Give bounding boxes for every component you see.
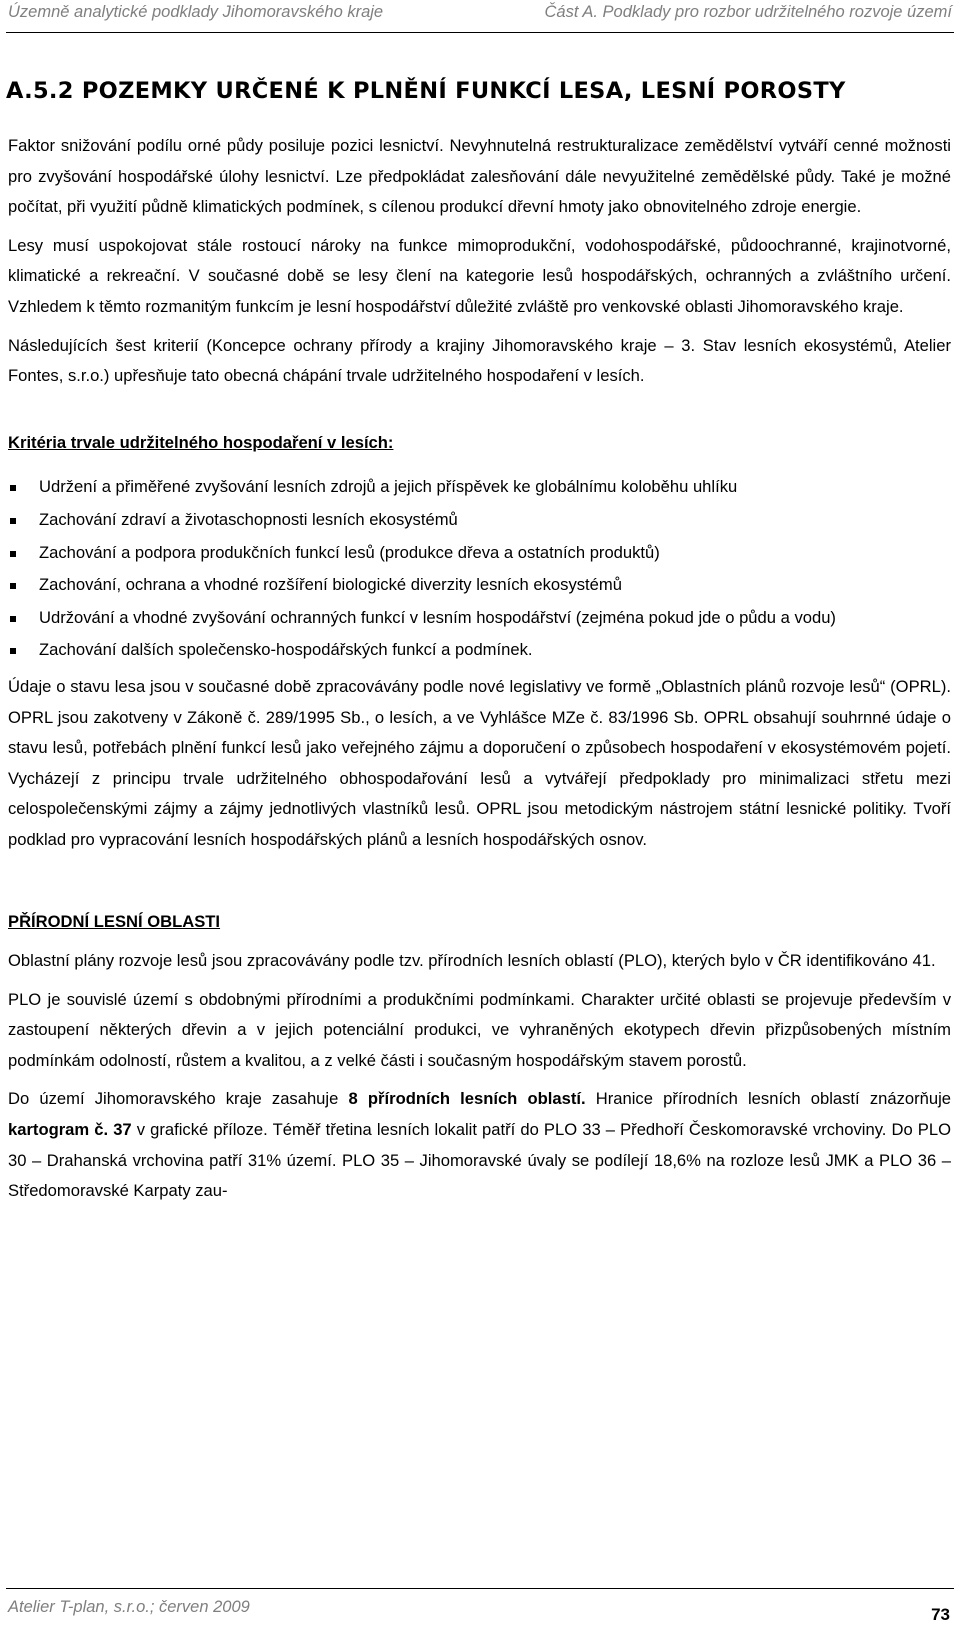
intro-paragraph-2: Lesy musí uspokojovat stále rostoucí nároky na funkce mimoprodukční, vodohospodářské, půdoochranné, krajinotvorné, klimatické a rekreační. V současné době se lesy člení na kategorie lesů hospodářských, ochranných a zvláštního určení. Vzhledem k těmto rozmanitým funkcím je lesní hospodářství důležité zvláště pro venkovské oblasti Jihomoravského kraje. <box>8 235 951 316</box>
header-left-text: Územně analytické podklady Jihomoravského kraje <box>8 3 384 21</box>
plo-heading: PŘÍRODNÍ LESNÍ OBLASTI <box>8 912 221 932</box>
plo-p3-text: Hranice přírodních lesních oblastí znázorňuje <box>585 1089 951 1109</box>
criteria-item-text: Udržení a přiměřené zvyšování lesních zdrojů a jejich příspěvek ke globálnímu koloběhu uhlíku <box>39 477 738 497</box>
page-number: 73 <box>931 1605 950 1624</box>
plo-count-emphasis: 8 přírodních lesních oblastí. <box>348 1089 586 1109</box>
page-header <box>8 3 952 22</box>
header-divider <box>6 32 954 33</box>
square-bullet-icon <box>10 583 16 589</box>
plo-p3-text: v grafické příloze. Téměř třetina lesních lokalit patří do PLO 33 – Předhoří Českomoravské vrchoviny. Do PLO 30 – Drahanská vrchovina patří 31% území. PLO 35 – Jihomoravské úvaly se podílejí 18,6% na rozloze lesů JMK a PLO 36 – Středomoravské Karpaty zau- <box>8 1120 951 1201</box>
plo-paragraph-2: PLO je souvislé území s obdobnými přírodními a produkčními podmínkami. Charakter určité oblasti se projevuje především v zastoupení některých dřevin a v jejich potenciální produkci, ve vyhraněných ekotypech dřevin přizpůsobených místním podmínkám odolností, růstem a kvalitou, a z velké části i současným hospodářským stavem porostů. <box>8 989 951 1070</box>
oprl-paragraph: Údaje o stavu lesa jsou v současné době zpracovávány podle nové legislativy ve formě „Oblastních plánů rozvoje lesů“ (OPRL). OPRL jsou zakotveny v Zákoně č. 289/1995 Sb., o lesích, a ve Vyhlášce MZe č. 83/1996 Sb. OPRL obsahují souhrnné údaje o stavu lesů, potřebách plnění funkcí lesů jako veřejného zájmu a doporučení o způsobech hospodaření v ekosystémovém pojetí. Vycházejí z principu trvale udržitelného obhospodařování lesů a vytvářejí předpoklady pro minimalizaci střetu mezi celospolečenskými zájmy a zájmy jednotlivých vlastníků lesů. OPRL jsou metodickým nástrojem státní lesnické politiky. Tvoří podklad pro vypracování lesních hospodářských plánů a lesních hospodářských osnov. <box>8 676 951 849</box>
square-bullet-icon <box>10 485 16 491</box>
criteria-item-text: Zachování zdraví a životaschopnosti lesních ekosystémů <box>39 509 458 529</box>
section-title: A.5.2 POZEMKY URČENÉ K PLNĚNÍ FUNKCÍ LESA, LESNÍ POROSTY <box>6 78 846 104</box>
square-bullet-icon <box>10 648 16 654</box>
list-item <box>8 538 951 569</box>
criteria-item-text: Zachování a podpora produkčních funkcí lesů (produkce dřeva a ostatních produktů) <box>39 542 660 562</box>
document-body <box>8 131 951 1207</box>
plo-paragraph-3 <box>8 1084 951 1206</box>
list-item <box>8 635 951 666</box>
list-item <box>8 570 951 601</box>
square-bullet-icon <box>10 518 16 524</box>
footer-divider <box>6 1588 954 1589</box>
plo-paragraph-1: Oblastní plány rozvoje lesů jsou zpracovávány podle tzv. přírodních lesních oblastí (PLO), kterých bylo v ČR identifikováno 41. <box>8 951 936 971</box>
list-item <box>8 603 951 634</box>
header-right-text: Část A. Podklady pro rozbor udržitelného rozvoje území <box>544 3 952 21</box>
criteria-item-text: Zachování, ochrana a vhodné rozšíření biologické diverzity lesních ekosystémů <box>39 575 622 595</box>
criteria-item-text: Udržování a vhodné zvyšování ochranných funkcí v lesním hospodářství (zejména pokud jde o půdu a vodu) <box>39 607 836 627</box>
footer-text: Atelier T-plan, s.r.o.; červen 2009 <box>8 1598 250 1616</box>
kartogram-reference: kartogram č. 37 <box>8 1120 132 1140</box>
criteria-heading: Kritéria trvale udržitelného hospodaření v lesích: <box>8 432 394 452</box>
plo-p3-text: Do území Jihomoravského kraje zasahuje <box>8 1089 349 1109</box>
criteria-item-text: Zachování dalších společensko-hospodářských funkcí a podmínek. <box>39 640 533 660</box>
intro-paragraph-1: Faktor snižování podílu orné půdy posiluje pozici lesnictví. Nevyhnutelná restrukturalizace zemědělství vytváří cenné možnosti pro zvyšování hospodářské úlohy lesnictví. Lze předpokládat zalesňování dále nevyužitelné zemědělské půdy. Také je možné počítat, při využití půdně klimatických podmínek, s cílenou produkcí dřevní hmoty jako obnovitelného zdroje energie. <box>8 136 951 217</box>
list-item <box>8 505 951 536</box>
square-bullet-icon <box>10 616 16 622</box>
square-bullet-icon <box>10 551 16 557</box>
list-item <box>8 472 951 503</box>
intro-paragraph-3: Následujících šest kriterií (Koncepce ochrany přírody a krajiny Jihomoravského kraje – 3. Stav lesních ekosystémů, Atelier Fontes, s.r.o.) upřesňuje tato obecná chápání trvale udržitelného hospodaření v lesích. <box>8 335 951 386</box>
criteria-list <box>8 472 951 666</box>
